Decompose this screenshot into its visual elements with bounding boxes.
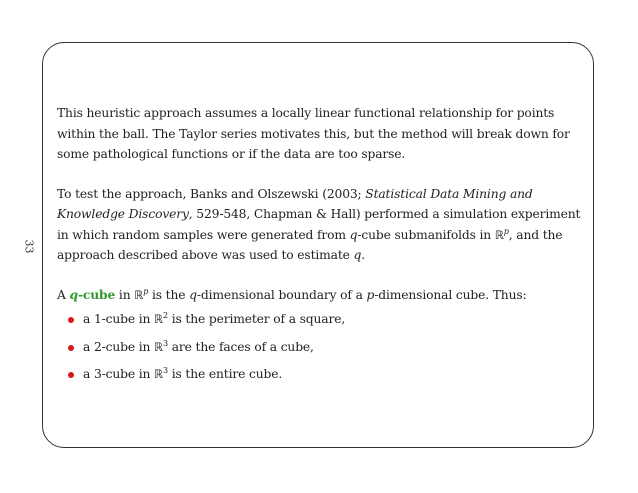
math-p: p — [366, 287, 375, 302]
text-span: , and the approach described above was used to estimate — [57, 227, 563, 262]
math-reals: ℝ — [494, 227, 504, 242]
text-span: are the faces of a cube, — [167, 339, 314, 354]
math-exponent: 3 — [163, 338, 168, 348]
text-span: a 3-cube in — [83, 367, 155, 381]
math-q: q — [349, 227, 358, 242]
slide-content — [57, 103, 585, 392]
paragraph-heuristic: This heuristic approach assumes a locally linear functional relationship for points within the ball. The Taylor series motivates this, but the method will break down for some pathological functions or if the data are too sparse. — [57, 106, 570, 161]
reference-title: Statistical Data Mining and Knowledge Discovery — [57, 186, 533, 221]
text-span: A — [57, 287, 70, 302]
cube-examples-list — [57, 309, 585, 385]
list-item — [57, 337, 585, 358]
list-item — [57, 309, 585, 330]
math-reals: ℝ — [154, 312, 164, 326]
page-number: 33 — [22, 239, 36, 254]
math-exponent: p — [143, 286, 149, 296]
text-span: , 529-548, Chapman & Hall) performed a simulation experiment in which random samples were generated from — [57, 207, 581, 242]
math-reals: ℝ — [154, 339, 164, 354]
bullet-icon — [68, 372, 74, 378]
math-exponent: p — [503, 226, 509, 236]
math-reals: ℝ — [134, 287, 144, 302]
text-span: To test the approach, Banks and Olszewski (2003; — [57, 186, 366, 201]
list-item — [57, 364, 585, 385]
math-q: q — [353, 248, 362, 262]
paragraph-test — [57, 184, 585, 266]
math-exponent: 3 — [163, 366, 168, 375]
qcube-term-suffix: -cube — [77, 286, 116, 302]
math-exponent: 2 — [163, 311, 168, 320]
text-span: a 1-cube in — [83, 312, 155, 326]
text-span: is the — [148, 287, 190, 302]
text-span: -dimensional cube. Thus: — [374, 287, 527, 302]
text-span: in — [115, 287, 135, 302]
qcube-term — [70, 287, 116, 302]
qcube-term-q: q — [69, 286, 78, 302]
bullet-icon — [68, 345, 74, 351]
bullet-icon — [68, 317, 74, 323]
text-span: -dimensional boundary of a — [196, 287, 367, 302]
math-reals: ℝ — [154, 367, 164, 381]
text-span: is the perimeter of a square, — [167, 312, 346, 326]
paragraph-qcube-definition — [57, 285, 585, 306]
math-q: q — [189, 287, 197, 302]
text-span: a 2-cube in — [83, 339, 155, 354]
text-span: is the entire cube. — [167, 367, 283, 381]
text-span: . — [361, 248, 366, 262]
text-span: -cube submanifolds in — [357, 227, 495, 242]
